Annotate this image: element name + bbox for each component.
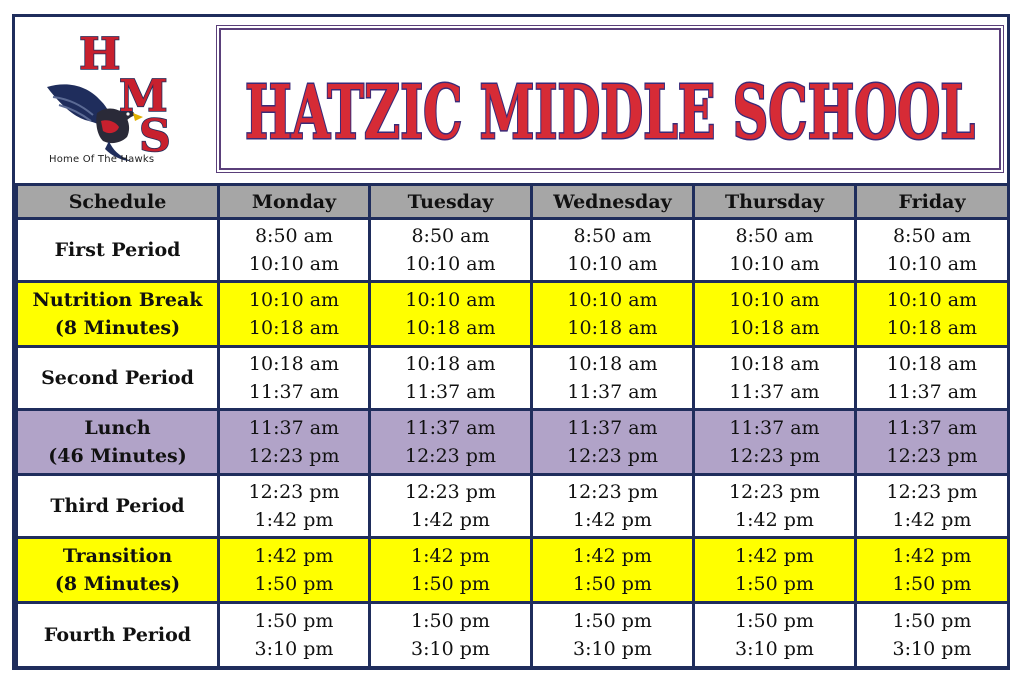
school-banner: [219, 28, 1001, 170]
end-time: 12:23 pm: [729, 445, 820, 467]
start-time: 10:10 am: [405, 289, 496, 311]
end-time: 10:18 am: [248, 317, 340, 339]
end-time: 12:23 pm: [405, 445, 496, 467]
time-cell-monday: [219, 410, 370, 475]
end-time: 11:37 am: [886, 381, 978, 403]
time-cell-friday: [856, 347, 1009, 410]
logo-letter-m: M: [119, 71, 168, 122]
time-cell-wednesday: [532, 410, 694, 475]
table-row: [17, 603, 1009, 668]
table-row: [17, 475, 1009, 538]
time-cell-thursday: [694, 347, 856, 410]
time-cell-thursday: [694, 475, 856, 538]
table-row: [17, 219, 1009, 282]
end-time: 10:18 am: [886, 317, 978, 339]
period-name: First Period: [54, 239, 181, 261]
start-time: 11:37 am: [248, 417, 340, 439]
start-time: 8:50 am: [411, 225, 490, 247]
time-cell-tuesday: [370, 219, 532, 282]
period-label: [17, 410, 219, 475]
end-time: 10:18 am: [567, 317, 658, 339]
time-cell-friday: [856, 603, 1009, 668]
end-time: 1:42 pm: [573, 509, 652, 531]
header-thursday: Thursday: [694, 185, 856, 219]
start-time: 1:50 pm: [892, 610, 972, 632]
start-time: 8:50 am: [892, 225, 972, 247]
start-time: 1:50 pm: [254, 610, 334, 632]
start-time: 10:10 am: [567, 289, 658, 311]
school-title: HATZIC MIDDLE SCHOOL: [245, 70, 975, 156]
start-time: 12:23 pm: [729, 481, 820, 503]
period-duration: (46 Minutes): [48, 445, 187, 467]
end-time: 1:50 pm: [892, 573, 972, 595]
table-row: [17, 538, 1009, 603]
start-time: 1:42 pm: [254, 545, 334, 567]
start-time: 11:37 am: [567, 417, 658, 439]
start-time: 1:50 pm: [735, 610, 814, 632]
period-name: Second Period: [41, 367, 194, 389]
end-time: 11:37 am: [567, 381, 658, 403]
time-cell-monday: [219, 219, 370, 282]
table-header-row: [17, 185, 1009, 219]
table-row: [17, 282, 1009, 347]
time-cell-thursday: [694, 603, 856, 668]
logo-caption: Home Of The Hawks: [49, 154, 155, 165]
start-time: 1:42 pm: [892, 545, 972, 567]
period-label: [17, 538, 219, 603]
start-time: 10:18 am: [567, 353, 658, 375]
end-time: 3:10 pm: [573, 638, 652, 660]
end-time: 12:23 pm: [567, 445, 658, 467]
schedule-table: [15, 183, 1010, 669]
end-time: 11:37 am: [405, 381, 496, 403]
header-friday: Friday: [856, 185, 1009, 219]
start-time: 1:50 pm: [573, 610, 652, 632]
start-time: 1:42 pm: [735, 545, 814, 567]
end-time: 1:50 pm: [735, 573, 814, 595]
time-cell-wednesday: [532, 475, 694, 538]
time-cell-monday: [219, 347, 370, 410]
period-label: [17, 282, 219, 347]
end-time: 3:10 pm: [254, 638, 334, 660]
time-cell-tuesday: [370, 282, 532, 347]
period-name: Fourth Period: [43, 624, 192, 646]
end-time: 3:10 pm: [892, 638, 972, 660]
header: [15, 17, 1007, 183]
end-time: 1:50 pm: [254, 573, 334, 595]
logo-letter-h: H: [79, 29, 121, 80]
end-time: 10:18 am: [729, 317, 820, 339]
table-row: [17, 347, 1009, 410]
period-name: Third Period: [50, 495, 185, 517]
logo-letter-s: S: [139, 111, 171, 162]
start-time: 11:37 am: [886, 417, 978, 439]
header-tuesday: Tuesday: [370, 185, 532, 219]
start-time: 8:50 am: [573, 225, 652, 247]
start-time: 1:50 pm: [411, 610, 490, 632]
start-time: 10:18 am: [729, 353, 820, 375]
time-cell-wednesday: [532, 603, 694, 668]
time-cell-friday: [856, 219, 1009, 282]
period-name: Transition: [62, 545, 173, 567]
end-time: 10:18 am: [405, 317, 496, 339]
time-cell-thursday: [694, 219, 856, 282]
start-time: 12:23 pm: [405, 481, 496, 503]
time-cell-tuesday: [370, 347, 532, 410]
end-time: 1:42 pm: [254, 509, 334, 531]
start-time: 10:18 am: [405, 353, 496, 375]
start-time: 11:37 am: [405, 417, 496, 439]
time-cell-wednesday: [532, 219, 694, 282]
start-time: 12:23 pm: [886, 481, 978, 503]
end-time: 10:10 am: [405, 253, 496, 275]
end-time: 10:10 am: [248, 253, 340, 275]
time-cell-tuesday: [370, 410, 532, 475]
time-cell-monday: [219, 475, 370, 538]
end-time: 3:10 pm: [735, 638, 814, 660]
time-cell-monday: [219, 282, 370, 347]
time-cell-thursday: [694, 538, 856, 603]
period-label: [17, 603, 219, 668]
end-time: 11:37 am: [248, 381, 340, 403]
time-cell-friday: [856, 538, 1009, 603]
time-cell-wednesday: [532, 347, 694, 410]
time-cell-thursday: [694, 282, 856, 347]
end-time: 10:10 am: [886, 253, 978, 275]
end-time: 1:42 pm: [411, 509, 490, 531]
start-time: 1:42 pm: [573, 545, 652, 567]
start-time: 12:23 pm: [248, 481, 340, 503]
start-time: 10:18 am: [248, 353, 340, 375]
start-time: 10:10 am: [729, 289, 820, 311]
period-duration: (8 Minutes): [54, 573, 181, 595]
end-time: 10:10 am: [729, 253, 820, 275]
time-cell-friday: [856, 282, 1009, 347]
time-cell-wednesday: [532, 282, 694, 347]
period-label: [17, 347, 219, 410]
period-label: [17, 475, 219, 538]
header-monday: Monday: [219, 185, 370, 219]
time-cell-tuesday: [370, 475, 532, 538]
start-time: 11:37 am: [729, 417, 820, 439]
time-cell-tuesday: [370, 603, 532, 668]
end-time: 3:10 pm: [411, 638, 490, 660]
start-time: 10:10 am: [248, 289, 340, 311]
period-name: Nutrition Break: [32, 289, 203, 311]
start-time: 8:50 am: [254, 225, 334, 247]
time-cell-thursday: [694, 410, 856, 475]
end-time: 10:10 am: [567, 253, 658, 275]
start-time: 12:23 pm: [567, 481, 658, 503]
end-time: 12:23 pm: [248, 445, 340, 467]
end-time: 1:42 pm: [735, 509, 814, 531]
header-schedule: Schedule: [17, 185, 219, 219]
time-cell-monday: [219, 603, 370, 668]
start-time: 10:18 am: [886, 353, 978, 375]
time-cell-wednesday: [532, 538, 694, 603]
schedule-frame: [12, 14, 1010, 670]
end-time: 11:37 am: [729, 381, 820, 403]
time-cell-friday: [856, 475, 1009, 538]
end-time: 1:42 pm: [892, 509, 972, 531]
period-name: Lunch: [84, 417, 151, 439]
time-cell-friday: [856, 410, 1009, 475]
end-time: 1:50 pm: [573, 573, 652, 595]
table-row: [17, 410, 1009, 475]
start-time: 1:42 pm: [411, 545, 490, 567]
time-cell-tuesday: [370, 538, 532, 603]
header-wednesday: Wednesday: [532, 185, 694, 219]
time-cell-monday: [219, 538, 370, 603]
period-label: [17, 219, 219, 282]
end-time: 12:23 pm: [886, 445, 978, 467]
start-time: 8:50 am: [735, 225, 814, 247]
end-time: 1:50 pm: [411, 573, 490, 595]
start-time: 10:10 am: [886, 289, 978, 311]
period-duration: (8 Minutes): [54, 317, 181, 339]
